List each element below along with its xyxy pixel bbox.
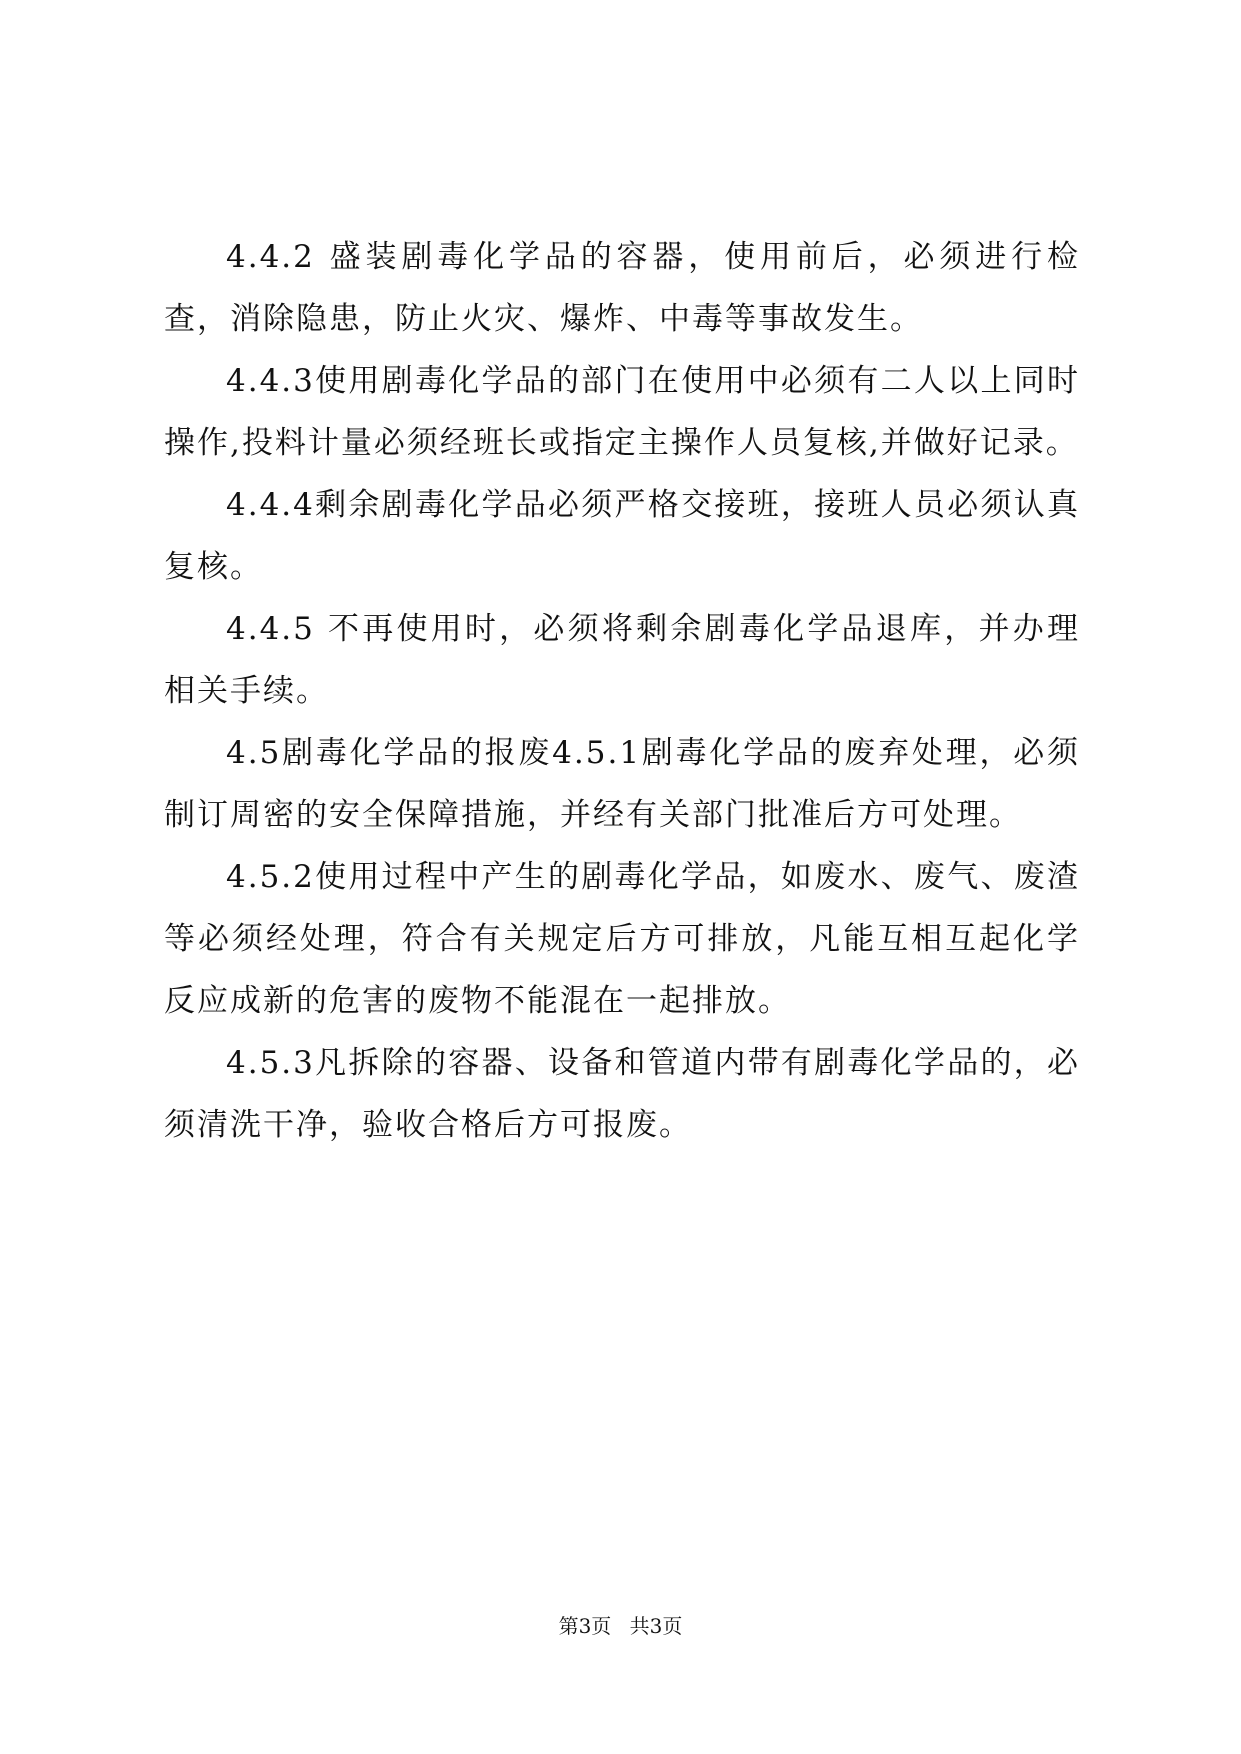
paragraph-4-5-3: 4.5.3凡拆除的容器、设备和管道内带有剧毒化学品的，必须清洗干净，验收合格后方可报废。 [164, 1045, 1080, 1143]
page-total: 共3页 [629, 1614, 683, 1638]
page-footer [0, 1612, 1241, 1640]
paragraph-4-5-2: 4.5.2使用过程中产生的剧毒化学品，如废水、废气、废渣等必须经处理，符合有关规定后方可排放，凡能互相互起化学反应成新的危害的废物不能混在一起排放。 [164, 859, 1080, 1019]
paragraph-4-5-1: 4.5剧毒化学品的报废4.5.1剧毒化学品的废弃处理，必须制订周密的安全保障措施，并经有关部门批准后方可处理。 [164, 735, 1080, 833]
paragraph-4-4-4: 4.4.4剩余剧毒化学品必须严格交接班，接班人员必须认真复核。 [164, 487, 1080, 585]
paragraph-4-4-2: 4.4.2 盛装剧毒化学品的容器，使用前后，必须进行检查，消除隐患，防止火灾、爆炸、中毒等事故发生。 [164, 239, 1080, 337]
document-body [164, 226, 1080, 1156]
paragraph-4-4-5: 4.4.5 不再使用时，必须将剩余剧毒化学品退库，并办理相关手续。 [164, 611, 1080, 709]
paragraph-4-4-3: 4.4.3使用剧毒化学品的部门在使用中必须有二人以上同时操作,投料计量必须经班长或指定主操作人员复核,并做好记录。 [164, 363, 1080, 461]
page-number: 第3页 [558, 1614, 612, 1638]
